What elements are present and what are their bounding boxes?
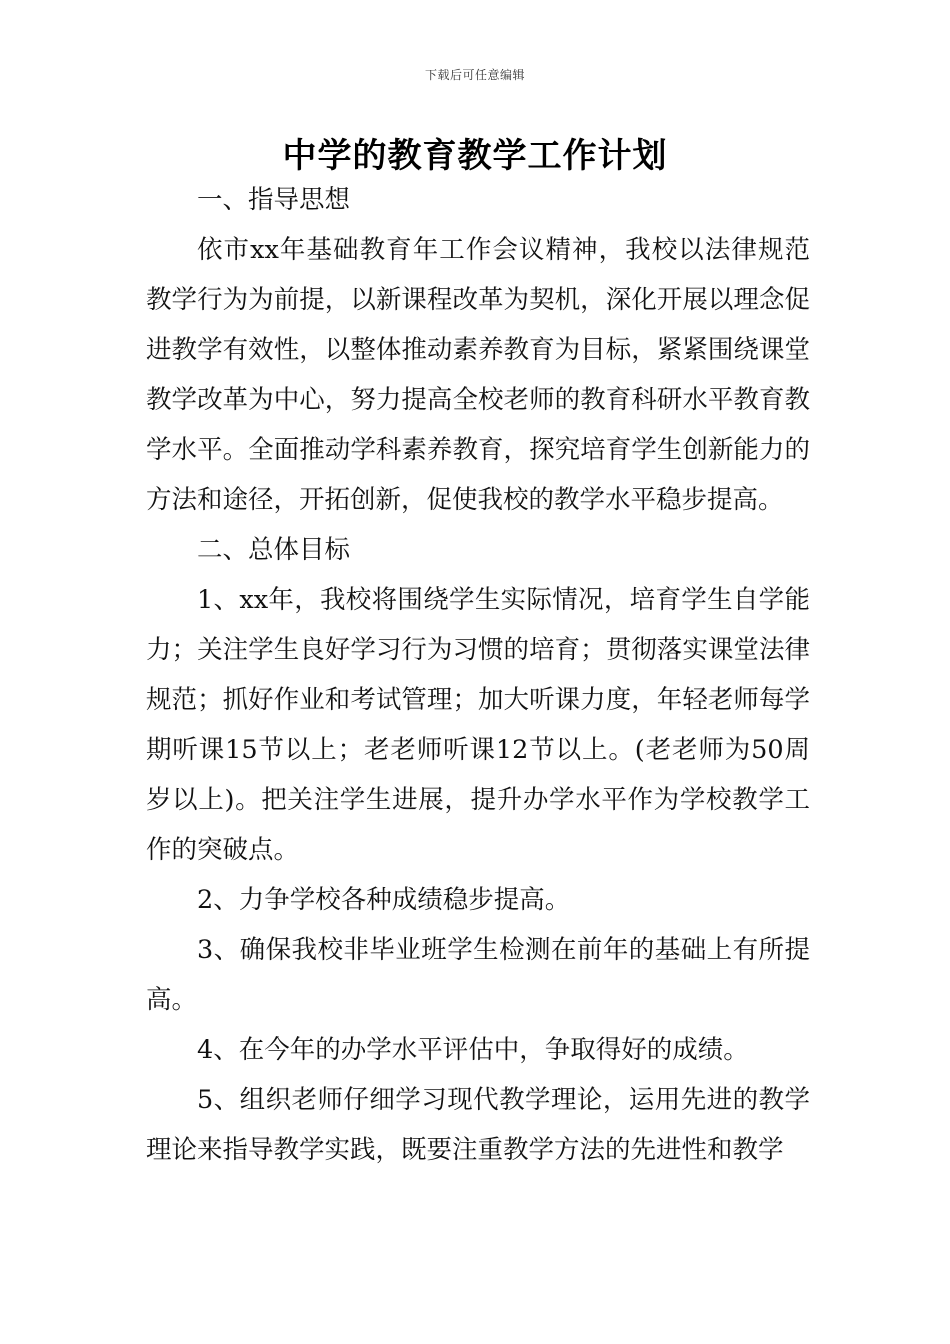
section-heading-guiding-ideology: 一、指导思想 <box>197 185 351 215</box>
header-note: 下载后可任意编辑 <box>424 68 525 82</box>
paragraph: 依市xx年基础教育年工作会议精神，我校以法律规范教学行为为前提，以新课程改革为契机，深化开展以理念促进教学有效性，以整体推动素养教育为目标，紧紧围绕课堂教学改革为中心，努力提高全校老师的教育科研水平教育教学水平。全面推动学科素养教育，探究培育学生创新能力的方法和途径，开拓创新，促使我校的教学水平稳步提高。 <box>146 235 810 515</box>
goal-item-2: 2、力争学校各种成绩稳步提高。 <box>197 885 571 915</box>
goal-item-3: 3、确保我校非毕业班学生检测在前年的基础上有所提高。 <box>146 935 810 1015</box>
goal-item-1: 1、xx年，我校将围绕学生实际情况，培育学生自学能力；关注学生良好学习行为习惯的培育；贯彻落实课堂法律规范；抓好作业和考试管理；加大听课力度，年轻老师每学期听课15节以上；老老师听课12节以上。(老老师为50周岁以上)。把关注学生进展，提升办学水平作为学校教学工作的突破点。 <box>146 585 810 865</box>
document-body <box>146 175 810 1175</box>
goal-item-4: 4、在今年的办学水平评估中，争取得好的成绩。 <box>197 1035 749 1065</box>
document-title: 中学的教育教学工作计划 <box>282 136 668 176</box>
section-heading-overall-goals: 二、总体目标 <box>197 535 351 565</box>
goal-item-5: 5、组织老师仔细学习现代教学理论，运用先进的教学理论来指导教学实践，既要注重教学方法的先进性和教学 <box>146 1085 810 1165</box>
